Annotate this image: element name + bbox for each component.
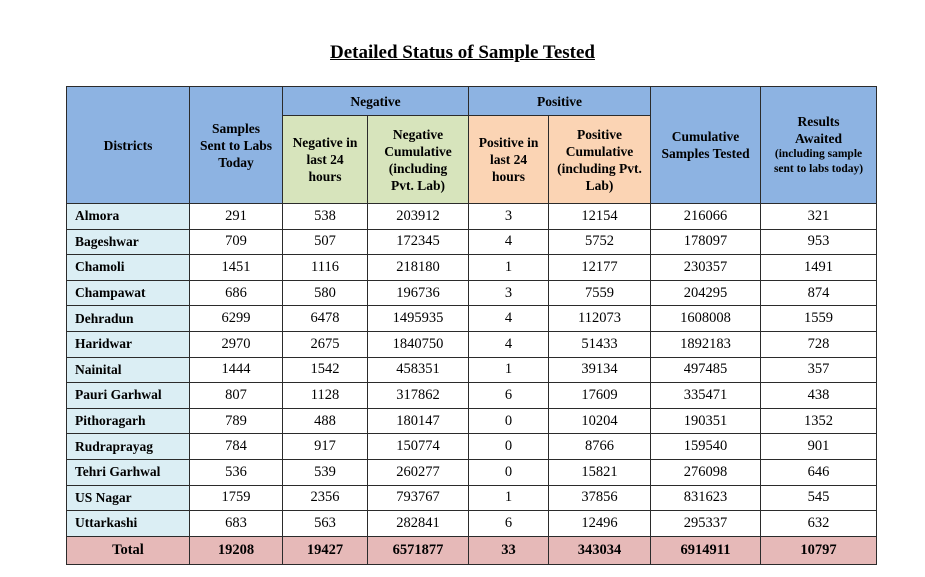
table-row xyxy=(67,229,877,255)
negative-cumulative-cell: 172345 xyxy=(368,229,469,255)
district-cell: Uttarkashi xyxy=(67,511,190,537)
table-row xyxy=(67,280,877,306)
cumulative-cell: 1892183 xyxy=(651,331,761,357)
samples-sent-cell: 1451 xyxy=(190,255,283,281)
district-cell: Almora xyxy=(67,204,190,230)
negative-cumulative-cell: 150774 xyxy=(368,434,469,460)
district-cell: Nainital xyxy=(67,357,190,383)
negative-cumulative-cell: 218180 xyxy=(368,255,469,281)
page-title: Detailed Status of Sample Tested xyxy=(330,42,595,63)
header-cumulative-samples: Cumulative Samples Tested xyxy=(651,87,761,204)
awaited-cell: 728 xyxy=(761,331,877,357)
total-cumulative: 6914911 xyxy=(651,536,761,564)
table-row xyxy=(67,357,877,383)
samples-sent-cell: 6299 xyxy=(190,306,283,332)
table-row xyxy=(67,511,877,537)
negative-24h-cell: 2675 xyxy=(283,331,368,357)
header-districts: Districts xyxy=(67,87,190,204)
samples-sent-cell: 1444 xyxy=(190,357,283,383)
district-cell: Chamoli xyxy=(67,255,190,281)
positive-24h-cell: 4 xyxy=(469,331,549,357)
header-positive-24h: Positive in last 24 hours xyxy=(469,116,549,204)
cumulative-cell: 216066 xyxy=(651,204,761,230)
negative-24h-cell: 2356 xyxy=(283,485,368,511)
samples-sent-cell: 807 xyxy=(190,383,283,409)
district-cell: Tehri Garhwal xyxy=(67,459,190,485)
cumulative-cell: 230357 xyxy=(651,255,761,281)
table-row xyxy=(67,204,877,230)
samples-sent-cell: 2970 xyxy=(190,331,283,357)
positive-24h-cell: 1 xyxy=(469,485,549,511)
cumulative-cell: 178097 xyxy=(651,229,761,255)
awaited-cell: 632 xyxy=(761,511,877,537)
positive-cumulative-cell: 7559 xyxy=(549,280,651,306)
awaited-cell: 646 xyxy=(761,459,877,485)
negative-24h-cell: 1128 xyxy=(283,383,368,409)
header-samples-sent: Samples Sent to Labs Today xyxy=(190,87,283,204)
positive-cumulative-cell: 8766 xyxy=(549,434,651,460)
cumulative-cell: 1608008 xyxy=(651,306,761,332)
district-cell: US Nagar xyxy=(67,485,190,511)
negative-24h-cell: 6478 xyxy=(283,306,368,332)
results-awaited-label: Results Awaited xyxy=(795,114,843,146)
district-cell: Champawat xyxy=(67,280,190,306)
positive-24h-cell: 4 xyxy=(469,306,549,332)
table-row xyxy=(67,459,877,485)
total-negative-24h: 19427 xyxy=(283,536,368,564)
table-row xyxy=(67,434,877,460)
table-row xyxy=(67,383,877,409)
header-negative-24h: Negative in last 24 hours xyxy=(283,116,368,204)
negative-24h-cell: 539 xyxy=(283,459,368,485)
header-results-awaited xyxy=(761,87,877,204)
results-awaited-note: (including sample sent to labs today) xyxy=(773,148,864,175)
negative-cumulative-cell: 1495935 xyxy=(368,306,469,332)
district-cell: Haridwar xyxy=(67,331,190,357)
district-cell: Pauri Garhwal xyxy=(67,383,190,409)
awaited-cell: 357 xyxy=(761,357,877,383)
samples-sent-cell: 536 xyxy=(190,459,283,485)
negative-24h-cell: 917 xyxy=(283,434,368,460)
table-body xyxy=(67,204,877,537)
table-row xyxy=(67,255,877,281)
table-row xyxy=(67,306,877,332)
positive-cumulative-cell: 112073 xyxy=(549,306,651,332)
awaited-cell: 874 xyxy=(761,280,877,306)
negative-24h-cell: 538 xyxy=(283,204,368,230)
total-positive-24h: 33 xyxy=(469,536,549,564)
negative-cumulative-cell: 196736 xyxy=(368,280,469,306)
cumulative-cell: 159540 xyxy=(651,434,761,460)
negative-24h-cell: 1116 xyxy=(283,255,368,281)
district-cell: Pithoragarh xyxy=(67,408,190,434)
negative-24h-cell: 563 xyxy=(283,511,368,537)
positive-cumulative-cell: 12177 xyxy=(549,255,651,281)
negative-24h-cell: 507 xyxy=(283,229,368,255)
total-positive-cumulative: 343034 xyxy=(549,536,651,564)
negative-cumulative-cell: 180147 xyxy=(368,408,469,434)
negative-24h-cell: 1542 xyxy=(283,357,368,383)
total-negative-cumulative: 6571877 xyxy=(368,536,469,564)
total-label: Total xyxy=(67,536,190,564)
negative-24h-cell: 580 xyxy=(283,280,368,306)
header-positive: Positive xyxy=(469,87,651,116)
table-row xyxy=(67,485,877,511)
district-cell: Rudraprayag xyxy=(67,434,190,460)
positive-cumulative-cell: 37856 xyxy=(549,485,651,511)
negative-cumulative-cell: 1840750 xyxy=(368,331,469,357)
awaited-cell: 545 xyxy=(761,485,877,511)
awaited-cell: 321 xyxy=(761,204,877,230)
negative-cumulative-cell: 793767 xyxy=(368,485,469,511)
positive-24h-cell: 0 xyxy=(469,459,549,485)
samples-sent-cell: 1759 xyxy=(190,485,283,511)
negative-cumulative-cell: 260277 xyxy=(368,459,469,485)
header-negative: Negative xyxy=(283,87,469,116)
awaited-cell: 901 xyxy=(761,434,877,460)
samples-sent-cell: 709 xyxy=(190,229,283,255)
awaited-cell: 1352 xyxy=(761,408,877,434)
samples-sent-cell: 686 xyxy=(190,280,283,306)
negative-cumulative-cell: 282841 xyxy=(368,511,469,537)
total-sent: 19208 xyxy=(190,536,283,564)
negative-24h-cell: 488 xyxy=(283,408,368,434)
header-positive-cumulative: Positive Cumulative (including Pvt. Lab) xyxy=(549,116,651,204)
negative-cumulative-cell: 458351 xyxy=(368,357,469,383)
table-row xyxy=(67,408,877,434)
positive-24h-cell: 4 xyxy=(469,229,549,255)
positive-24h-cell: 6 xyxy=(469,511,549,537)
cumulative-cell: 335471 xyxy=(651,383,761,409)
positive-cumulative-cell: 10204 xyxy=(549,408,651,434)
awaited-cell: 1491 xyxy=(761,255,877,281)
cumulative-cell: 831623 xyxy=(651,485,761,511)
positive-cumulative-cell: 17609 xyxy=(549,383,651,409)
samples-sent-cell: 784 xyxy=(190,434,283,460)
cumulative-cell: 204295 xyxy=(651,280,761,306)
positive-cumulative-cell: 5752 xyxy=(549,229,651,255)
positive-24h-cell: 3 xyxy=(469,280,549,306)
positive-cumulative-cell: 15821 xyxy=(549,459,651,485)
positive-24h-cell: 1 xyxy=(469,255,549,281)
positive-24h-cell: 3 xyxy=(469,204,549,230)
cumulative-cell: 497485 xyxy=(651,357,761,383)
header-negative-cumulative: Negative Cumulative (including Pvt. Lab) xyxy=(368,116,469,204)
awaited-cell: 1559 xyxy=(761,306,877,332)
positive-cumulative-cell: 12154 xyxy=(549,204,651,230)
positive-cumulative-cell: 51433 xyxy=(549,331,651,357)
district-cell: Dehradun xyxy=(67,306,190,332)
district-cell: Bageshwar xyxy=(67,229,190,255)
samples-sent-cell: 291 xyxy=(190,204,283,230)
positive-cumulative-cell: 39134 xyxy=(549,357,651,383)
total-row xyxy=(67,536,877,564)
positive-24h-cell: 0 xyxy=(469,408,549,434)
cumulative-cell: 276098 xyxy=(651,459,761,485)
cumulative-cell: 190351 xyxy=(651,408,761,434)
sample-status-table xyxy=(66,86,877,565)
positive-24h-cell: 6 xyxy=(469,383,549,409)
awaited-cell: 438 xyxy=(761,383,877,409)
table-row xyxy=(67,331,877,357)
positive-cumulative-cell: 12496 xyxy=(549,511,651,537)
positive-24h-cell: 1 xyxy=(469,357,549,383)
samples-sent-cell: 789 xyxy=(190,408,283,434)
total-awaited: 10797 xyxy=(761,536,877,564)
awaited-cell: 953 xyxy=(761,229,877,255)
negative-cumulative-cell: 203912 xyxy=(368,204,469,230)
cumulative-cell: 295337 xyxy=(651,511,761,537)
negative-cumulative-cell: 317862 xyxy=(368,383,469,409)
samples-sent-cell: 683 xyxy=(190,511,283,537)
positive-24h-cell: 0 xyxy=(469,434,549,460)
